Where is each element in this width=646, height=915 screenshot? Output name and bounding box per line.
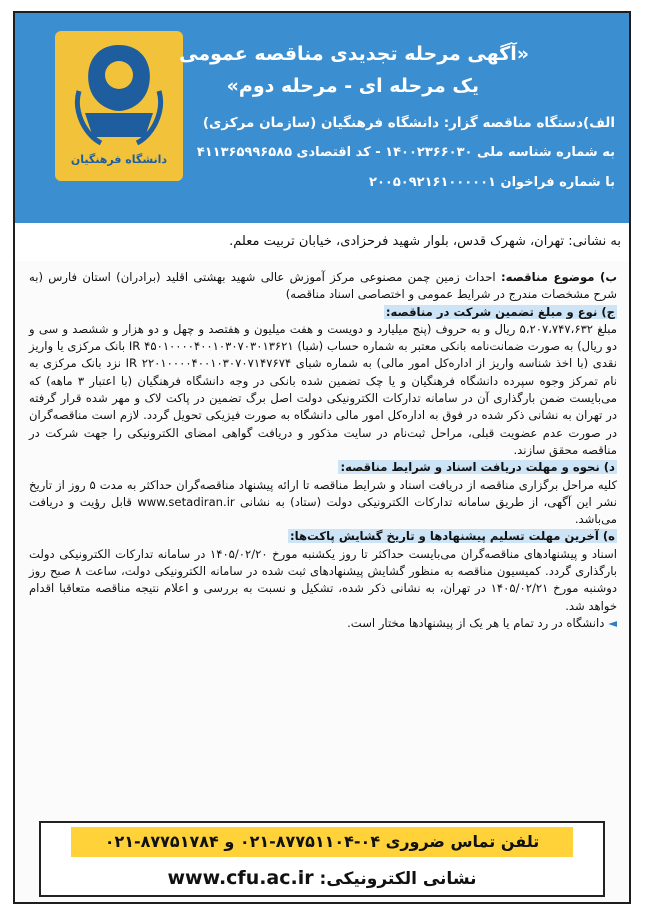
notice-title-line1: «آگهی مرحله تجدیدی مناقصه عمومی [179,43,529,65]
notice-title-line2: یک مرحله ای - مرحله دوم» [226,75,479,97]
deadline-text: اسناد و پیشنهادهای مناقصه‌گران می‌بایست حداکثر تا روز یکشنبه مورخ ۱۴۰۵/۰۲/۲۰ در سامانه تدارکات الکترونیکی دولت بارگذاری گردد. کمیسیون مناقصه به منظور گشایش پیشنهادهای ثبت شده در سامانه الکترونیکی دولت، ساعت ۸ صبح روز دوشنبه مورخ ۱۴۰۵/۰۲/۲۱ در تهران، به نشانی ذکر شده، تشکیل و نسبت به بررسی و اعلام نتیجه مناقصه متعاقبا اقدام خواهد شد. [29,546,618,613]
website-line [41,863,603,893]
guarantee-text: مبلغ ۵،۲۰۷،۷۴۷،۶۳۲ ریال و به حروف (پنج میلیارد و دویست و هفت میلیون و هفتصد و چهل و دو هزار و ششصد و سی و دو ریال) به صورت ضمانت‌نامه بانکی معتبر به شماره حساب (شبا) IR ۴۵۰۱۰۰۰۰۴۰۰۱۰۳۰۷۰۳۰۱۳۶۲۱ بانک مرکزی یا واریز نقدی (با اخذ شناسه واریز از اداره‌کل امور مالی) به شماره شبای IR ۲۲۰۱۰۰۰۰۴۰۰۱۰۳۰۷۰۷۱۴۷۶۷۴ نزد بانک مرکزی به نام تمرکز وجوه سپرده دانشگاه فرهنگیان و یا چک تضمین شده بانکی در وجه دانشگاه فرهنگیان (با اعتبار ۳ ماهه) که می‌بایست ضمن بارگذاری آن در سامانه تدارکات الکترونیکی دولت اصل برگ تضمین در پاکت لاک و مهر شده قرار گرفته در تهران به نشانی ذکر شده در فوق به اداره‌کل امور مالی دانشگاه به صورت فیزیکی تحویل گردد. لازم است مناقصه‌گران در صورت عدم عضویت قبلی، مراحل ثبت‌نام در سایت مذکور و دریافت گواهی امضای الکترونیکی را جهت شرکت در مناقصه محقق سازند. [29,321,618,457]
address-line: به نشانی: تهران، شهرک قدس، بلوار شهید فرحزادی، خیابان تربیت معلم. [15,223,629,261]
logo-caption: دانشگاه فرهنگیان [70,153,168,166]
phone-line: تلفن تماس ضروری ۰۴-۸۷۷۵۱۱۰۴-۰۲۱ و ۸۷۷۵۱۷۸۴-۰۲۱ [71,827,573,857]
documents-heading: د) نحوه و مهلت دریافت اسناد و شرایط مناقصه: [340,460,615,475]
tender-notice [13,11,631,904]
rights-text: دانشگاه در رد تمام یا هر یک از پیشنهادها مختار است. [347,615,605,630]
subject-text: احداث زمین چمن مصنوعی مرکز آموزش عالی شهید بهشتی اقلید (برادران) استان فارس (به شرح مشخصات مندرج در شرایط عمومی و اختصاصی اسناد مناقصه) [29,270,617,302]
guarantee-heading: ج) نوع و مبلغ تضمین شرکت در مناقصه: [385,304,615,319]
call-number-line: با شماره فراخوان ۲۰۰۵۰۹۲۱۶۱۰۰۰۰۰۱ [369,175,615,190]
subject-heading: ب) موضوع مناقصه: [500,270,617,284]
notice-header [15,13,629,261]
organizer-line: الف)دستگاه مناقصه گزار: دانشگاه فرهنگیان (سازمان مرکزی) [202,115,615,131]
website-link[interactable]: www.cfu.ac.ir [167,867,314,889]
rights-paragraph [29,615,617,632]
website-label: نشانی الکترونیکی: [319,869,477,889]
notice-body [29,269,617,632]
subject-paragraph [29,269,617,304]
national-id-line: به شماره شناسه ملی ۱۴۰۰۲۳۶۶۰۳۰ - کد اقتصادی ۴۱۱۳۶۵۹۹۶۵۸۵ [196,145,615,160]
contact-box [39,821,605,897]
arrow-icon: ◄ [608,615,617,630]
documents-text: کلیه مراحل برگزاری مناقصه از دریافت اسناد و شرایط مناقصه تا ارائه پیشنهاد مناقصه‌گران حداکثر به مدت ۵ روز از تاریخ نشر این آگهی، از طریق سامانه تدارکات الکترونیکی دولت (ستاد) به نشانی www.setadiran.ir قابل رؤیت و دریافت می‌باشد. [29,477,617,527]
university-logo [55,31,183,181]
deadline-heading: ه) آخرین مهلت تسلیم پیشنهادها و تاریخ گشایش پاکت‌ها: [290,529,615,544]
